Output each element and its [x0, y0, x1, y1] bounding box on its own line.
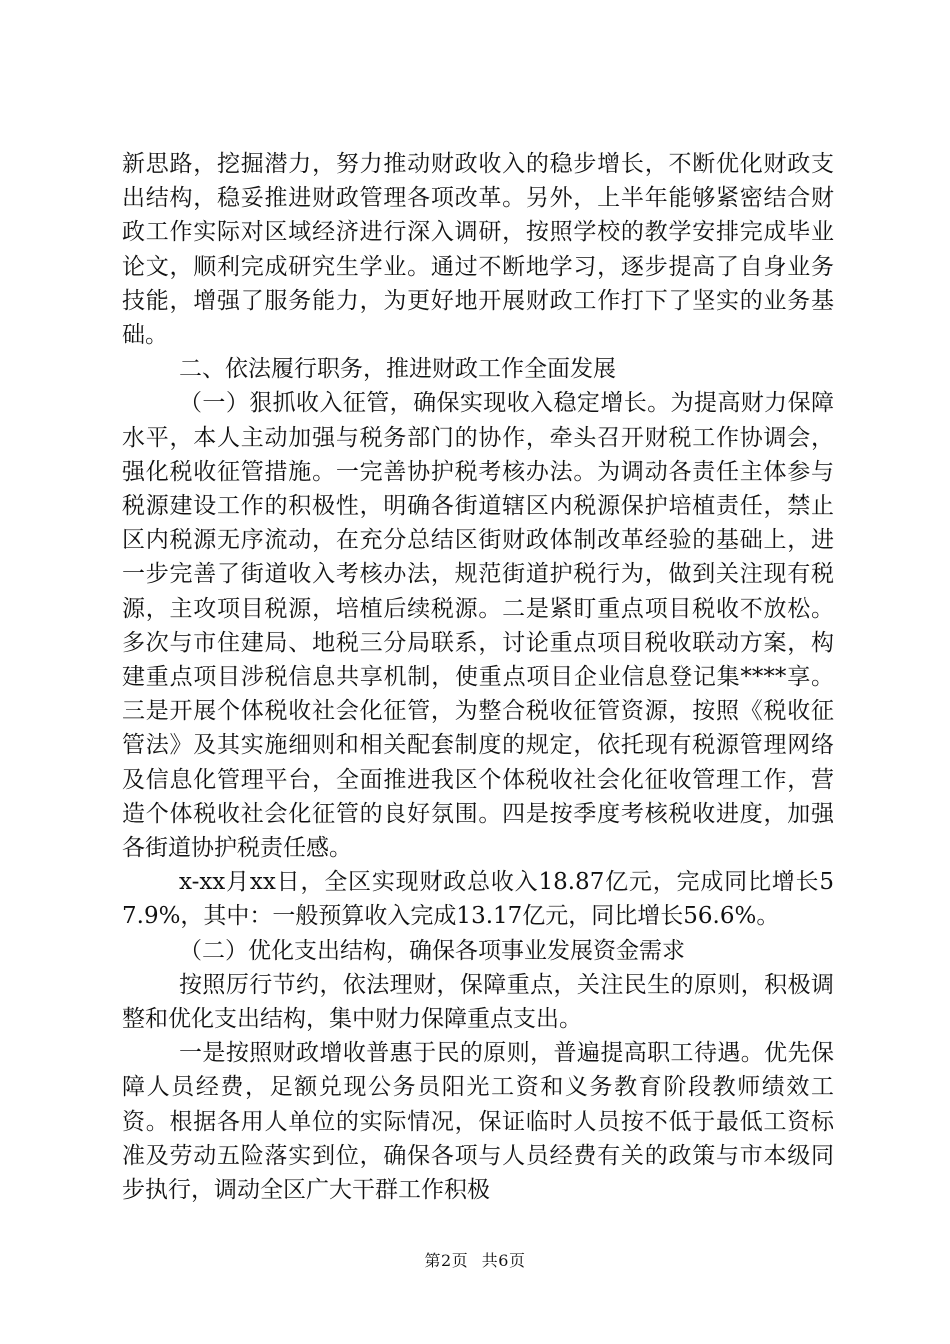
paragraph-staff-pay: 一是按照财政增收普惠于民的原则，普遍提高职工待遇。优先保障人员经费，足额兑现公务员阳光工资和义务教育阶段教师绩效工资。根据各用人单位的实际情况，保证临时人员按不低于最低工资标准及劳动五险落实到位，确保各项与人员经费有关的政策与市本级同步执行，调动全区广大干群工作积极 [122, 1040, 834, 1204]
document-body [122, 147, 834, 1207]
paragraph-subsection-1: （一）狠抓收入征管，确保实现收入稳定增长。为提高财力保障水平，本人主动加强与税务部门的协作，牵头召开财税工作协调会，强化税收征管措施。一完善协护税考核办法。为调动各责任主体参与税源建设工作的积极性，明确各街道辖区内税源保护培植责任，禁止区内税源无序流动，在充分总结区街财政体制改革经验的基础上，进一步完善了街道收入考核办法，规范街道护税行为，做到关注现有税源，主攻项目税源，培植后续税源。二是紧盯重点项目税收不放松。多次与市住建局、地税三分局联系，讨论重点项目税收联动方案，构建重点项目涉税信息共享机制，使重点项目企业信息登记集****享。三是开展个体税收社会化征管，为整合税收征管资源，按照《税收征管法》及其实施细则和相关配套制度的规定，依托现有税源管理网络及信息化管理平台，全面推进我区个体税收社会化征收管理工作，营造个体税收社会化征管的良好氛围。四是按季度考核税收进度，加强各街道协护税责任感。 [122, 390, 834, 862]
paragraph-1: 新思路，挖掘潜力，努力推动财政收入的稳步增长，不断优化财政支出结构，稳妥推进财政管理各项改革。另外，上半年能够紧密结合财政工作实际对区域经济进行深入调研，按照学校的教学安排完成毕业论文，顺利完成研究生学业。通过不断地学习，逐步提高了自身业务技能，增强了服务能力，为更好地开展财政工作打下了坚实的业务基础。 [122, 151, 834, 349]
page-number: 第2页 [424, 1251, 469, 1270]
paragraph-revenue-stats: x-xx月xx日，全区实现财政总收入18.87亿元，完成同比增长57.9%，其中：一般预算收入完成13.17亿元，同比增长56.6%。 [122, 869, 834, 930]
subsection-heading-2: （二）优化支出结构，确保各项事业发展资金需求 [179, 937, 685, 964]
section-heading-2: 二、依法履行职务，推进财政工作全面发展 [179, 356, 616, 383]
page-footer [0, 1248, 950, 1271]
page-total: 共6页 [481, 1251, 526, 1270]
paragraph-principles: 按照厉行节约，依法理财，保障重点，关注民生的原则，积极调整和优化支出结构，集中财力保障重点支出。 [122, 971, 834, 1033]
